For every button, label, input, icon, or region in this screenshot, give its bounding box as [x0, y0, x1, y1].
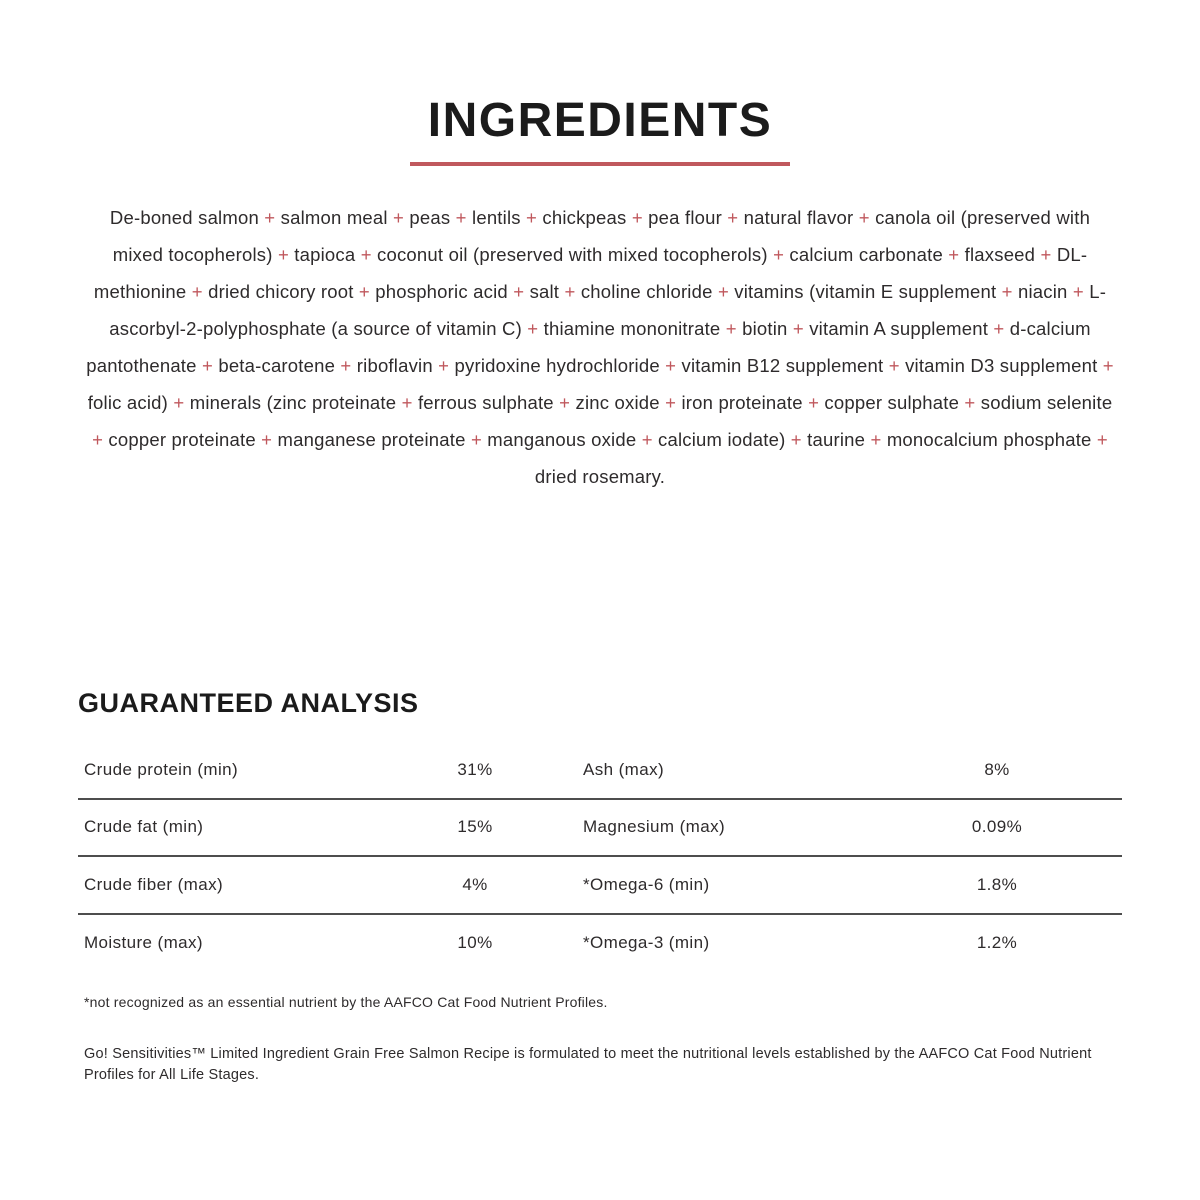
ingredients-title: INGREDIENTS — [427, 94, 773, 147]
plus-separator: + — [1067, 281, 1090, 302]
plus-separator: + — [720, 318, 743, 339]
plus-separator: + — [520, 207, 543, 228]
plus-separator: + — [626, 207, 649, 228]
plus-separator: + — [636, 429, 659, 450]
title-underline — [410, 162, 790, 166]
plus-separator: + — [553, 392, 576, 413]
plus-separator: + — [959, 392, 981, 413]
plus-separator: + — [883, 355, 906, 376]
plus-separator: + — [92, 429, 109, 450]
plus-separator: + — [335, 355, 357, 376]
plus-separator: + — [432, 355, 455, 376]
analysis-footnote: *not recognized as an essential nutrient by the AAFCO Cat Food Nutrient Profiles. — [84, 994, 608, 1010]
table-row — [78, 915, 1122, 973]
analysis-value: 1.2% — [976, 933, 1018, 953]
aafco-statement: Go! Sensitivities™ Limited Ingredient Grain Free Salmon Recipe is formulated to meet the nutritional levels established by the AAFCO Cat Food Nutrient Profiles for All Life Stages. — [84, 1046, 1092, 1083]
ingredients-paragraph: De-boned salmon + salmon meal + peas + lentils + chickpeas + pea flour + natural flavor + canola oil (preserved with mixed tocopherols) + tapioca + coconut oil (preserved with mixed tocopherols) + calcium carbonate + flaxseed + DL-methionine + dried chicory root + phosphoric acid + salt + choline chloride + vitamins (vitamin E supplement + niacin + L-ascorbyl-2-polyphosphate (a source of vitamin C) + thiamine mononitrate + biotin + vitamin A supplement + d-calcium pantothenate + beta-carotene + riboflavin + pyridoxine hydrochloride + vitamin B12 supplement + vitamin D3 supplement + folic acid) + minerals (zinc proteinate + ferrous sulphate + zinc oxide + iron proteinate + copper sulphate + sodium selenite + copper proteinate + manganese proteinate + manganous oxide + calcium iodate) + taurine + monocalcium phosphate + dried rosemary. — [86, 207, 1114, 487]
plus-separator: + — [196, 355, 219, 376]
guaranteed-analysis-heading: GUARANTEED ANALYSIS — [78, 688, 419, 718]
analysis-label: *Omega-6 (min) — [583, 874, 710, 894]
plus-separator: + — [507, 281, 530, 302]
plus-separator: + — [787, 318, 810, 339]
analysis-label: Crude fiber (max) — [84, 874, 224, 894]
analysis-value: 31% — [457, 759, 493, 779]
analysis-label: *Omega-3 (min) — [583, 933, 710, 953]
plus-separator: + — [559, 281, 581, 302]
plus-separator: + — [659, 355, 682, 376]
analysis-value: 15% — [457, 817, 493, 837]
analysis-value: 4% — [462, 874, 488, 894]
plus-separator: + — [712, 281, 735, 302]
plus-separator: + — [942, 244, 965, 265]
plus-separator: + — [1091, 429, 1108, 450]
plus-separator: + — [785, 429, 808, 450]
plus-separator: + — [1035, 244, 1057, 265]
plus-separator: + — [853, 207, 876, 228]
plus-separator: + — [465, 429, 488, 450]
plus-separator: + — [258, 207, 281, 228]
analysis-label: Crude protein (min) — [84, 759, 239, 779]
plus-separator: + — [721, 207, 744, 228]
analysis-value: 8% — [984, 759, 1010, 779]
plus-separator: + — [272, 244, 295, 265]
analysis-table — [78, 742, 1122, 972]
plus-separator: + — [865, 429, 887, 450]
plus-separator: + — [355, 244, 378, 265]
analysis-label: Magnesium (max) — [583, 817, 726, 837]
plus-separator: + — [1097, 355, 1114, 376]
plus-separator: + — [387, 207, 410, 228]
plus-separator: + — [168, 392, 190, 413]
plus-separator: + — [659, 392, 682, 413]
plus-separator: + — [767, 244, 790, 265]
table-row — [78, 800, 1122, 858]
table-row — [78, 857, 1122, 915]
analysis-label: Moisture (max) — [84, 933, 203, 953]
analysis-label: Crude fat (min) — [84, 817, 204, 837]
analysis-value: 0.09% — [971, 817, 1023, 837]
plus-separator: + — [802, 392, 825, 413]
plus-separator: + — [396, 392, 418, 413]
plus-separator: + — [255, 429, 278, 450]
analysis-value: 1.8% — [976, 874, 1018, 894]
plus-separator: + — [353, 281, 376, 302]
plus-separator: + — [521, 318, 544, 339]
plus-separator: + — [186, 281, 209, 302]
analysis-value: 10% — [457, 933, 493, 953]
plus-separator: + — [988, 318, 1010, 339]
ingredients-section — [0, 0, 1200, 495]
analysis-label: Ash (max) — [583, 759, 665, 779]
guaranteed-analysis-section — [78, 688, 1122, 1086]
plus-separator: + — [450, 207, 473, 228]
table-row — [78, 742, 1122, 800]
plus-separator: + — [996, 281, 1018, 302]
